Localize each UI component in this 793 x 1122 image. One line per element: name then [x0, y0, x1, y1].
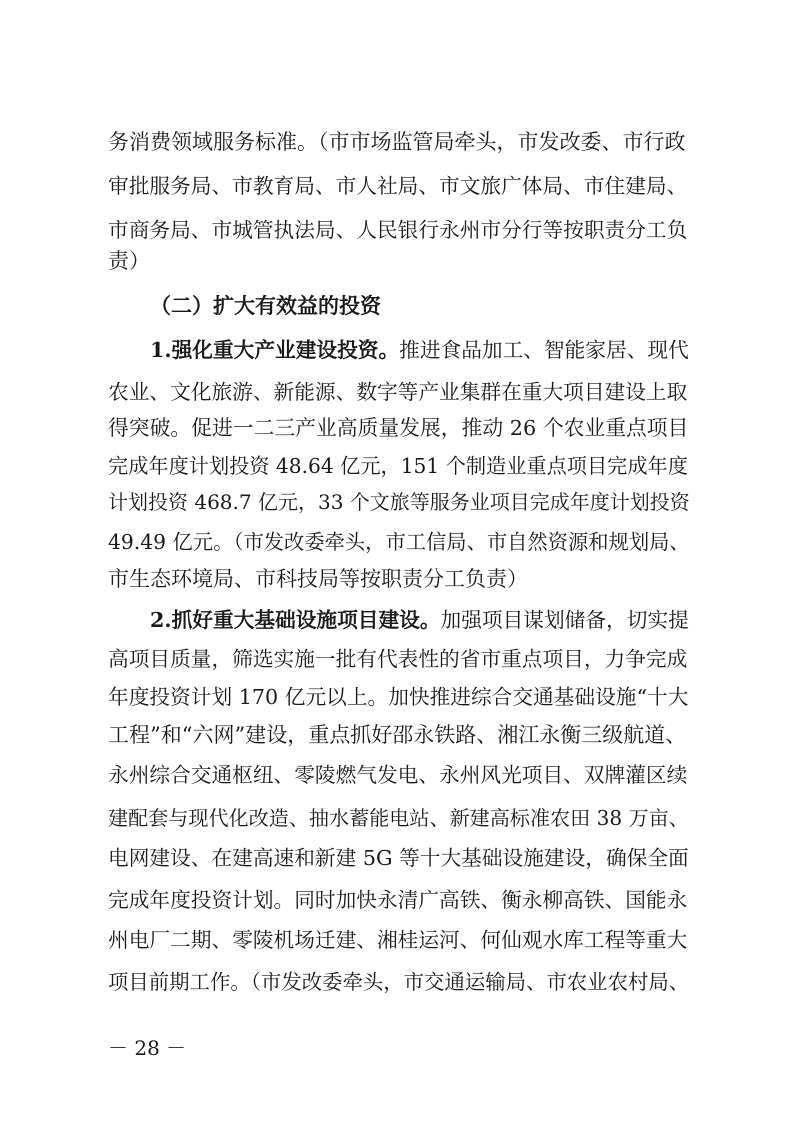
line-text: 审批服务局、市教育局、市人社局、市文旅广体局、市住建局、 [108, 174, 688, 198]
text-line [0, 486, 793, 518]
line-text: 高项目质量，筛选实施一批有代表性的省市重点项目，力争完成 [108, 647, 688, 671]
paragraph-lead: 2.抓好重大基础设施项目建设。 [150, 608, 441, 632]
text-line [0, 245, 793, 277]
line-text: 电网建设、在建高速和新建 5G 等十大基础设施建设，确保全面 [108, 846, 689, 870]
text-line [0, 966, 793, 998]
line-text: 年度投资计划 170 亿元以上。加快推进综合交通基础设施“十大 [108, 685, 689, 709]
line-text: 得突破。促进一二三产业高质量发展，推动 26 个农业重点项目 [108, 416, 689, 440]
text-line [0, 759, 793, 791]
line-text: 推进食品加工、智能家居、现代 [399, 338, 689, 362]
text-line [0, 719, 793, 751]
paragraph-lead: 1.强化重大产业建设投资。 [150, 338, 400, 362]
text-line [0, 170, 793, 202]
text-line [0, 643, 793, 675]
line-text: 完成年度投资计划。同时加快永清广高铁、衡永柳高铁、国能永 [108, 888, 688, 912]
text-line [0, 214, 793, 246]
text-line [0, 126, 793, 158]
line-text: 州电厂二期、零陵机场迁建、湘桂运河、何仙观水库工程等重大 [108, 928, 688, 952]
line-text: 建配套与现代化改造、抽水蓄能电站、新建高标准农田 38 万亩、 [108, 806, 689, 830]
line-text: 工程”和“六网”建设，重点抓好邵永铁路、湘江永衡三级航道、 [108, 723, 687, 747]
text-line [0, 526, 793, 558]
page-number: － 28 － [108, 1036, 187, 1060]
text-line [0, 924, 793, 956]
paragraph-lead-line [0, 604, 793, 636]
text-line [0, 884, 793, 916]
line-text: 市生态环境局、市科技局等按职责分工负责） [108, 567, 528, 591]
section-heading-text: （二）扩大有效益的投资 [150, 294, 381, 318]
section-heading [0, 290, 793, 322]
text-line [0, 802, 793, 834]
line-text: 务消费领域服务标准。（市市场监管局牵头，市发改委、市行政 [108, 130, 686, 154]
text-line [0, 563, 793, 595]
line-text: 计划投资 468.7 亿元，33 个文旅等服务业项目完成年度计划投资 [108, 490, 690, 514]
text-line [0, 412, 793, 444]
line-text: 永州综合交通枢纽、零陵燃气发电、永州风光项目、双牌灌区续 [108, 763, 688, 787]
text-line [0, 376, 793, 408]
text-line [0, 450, 793, 482]
line-text: 49.49 亿元。（市发改委牵头，市工信局、市自然资源和规划局、 [108, 530, 690, 554]
line-text: 农业、文化旅游、新能源、数字等产业集群在重大项目建设上取 [108, 380, 688, 404]
line-text: 市商务局、市城管执法局、人民银行永州市分行等按职责分工负 [108, 218, 688, 242]
paragraph-lead-line [0, 334, 793, 366]
line-text: 项目前期工作。（市发改委牵头，市交通运输局、市农业农村局、 [108, 970, 690, 994]
line-text: 加强项目谋划储备，切实提 [440, 608, 689, 632]
text-line [0, 681, 793, 713]
line-text: 完成年度计划投资 48.64 亿元，151 个制造业重点项目完成年度 [108, 454, 688, 478]
text-line [0, 842, 793, 874]
line-text: 责） [108, 249, 150, 273]
